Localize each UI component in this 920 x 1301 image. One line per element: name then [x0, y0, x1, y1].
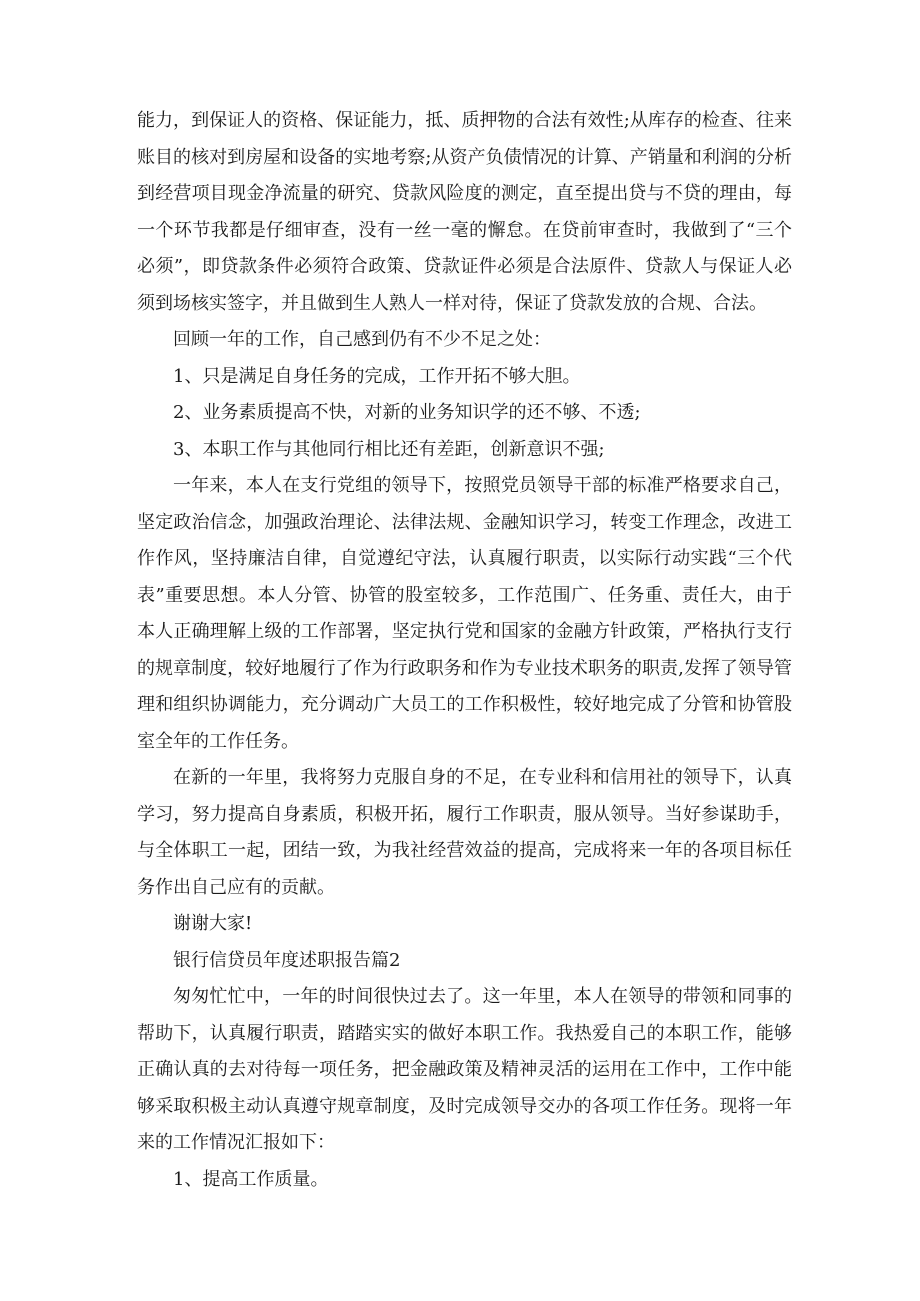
paragraph-new-year-plan: 在新的一年里，我将努力克服自身的不足，在专业科和信用社的领导下，认真学习，努力提高自身素质，积极开拓，履行工作职责，服从领导。当好参谋助手，与全体职工一起，团结一致，为我社经营效益的提高，完成将来一年的各项目标任务作出自己应有的贡献。: [137, 767, 792, 898]
paragraph-review-process: 能力，到保证人的资格、保证能力，抵、质押物的合法有效性;从库存的检查、往来账目的核对到房屋和设备的实地考察;从资产负债情况的计算、产销量和利润的分析到经营项目现金净流量的研究、贷款风险度的测定，直至提出贷与不贷的理由，每一个环节我都是仔细审查，没有一丝一毫的懈怠。在贷前审查时，我做到了“三个必须”，即贷款条件必须符合政策、贷款证件必须是合法原件、贷款人与保证人必须到场核实签字，并且做到生人熟人一样对待，保证了贷款发放的合规、合法。: [137, 110, 792, 314]
paragraph-shortcoming-3: 3、本职工作与其他同行相比还有差距，创新意识不强;: [173, 438, 605, 460]
document-body: [137, 103, 792, 1198]
paragraph-thanks: 谢谢大家!: [173, 913, 253, 934]
paragraph-year-summary: 一年来，本人在支行党组的领导下，按照党员领导干部的标准严格要求自己，坚定政治信念，加强政治理论、法律法规、金融知识学习，转变工作理念，改进工作作风，坚持廉洁自律，自觉遵纪守法，认真履行职责，以实际行动实践“三个代表”重要思想。本人分管、协管的股室较多，工作范围广、任务重、责任大，由于本人正确理解上级的工作部署，坚定执行党和国家的金融方针政策，严格执行支行的规章制度，较好地履行了作为行政职务和作为专业技术职务的职责,发挥了领导管理和组织协调能力，充分调动广大员工的工作积极性，较好地完成了分管和协管股室全年的工作任务。: [137, 475, 792, 752]
paragraph-report-2-intro: 匆匆忙忙中，一年的时间很快过去了。这一年里，本人在领导的带领和同事的帮助下，认真履行职责，踏踏实实的做好本职工作。我热爱自己的本职工作，能够正确认真的去对待每一项任务，把金融政策及精神灵活的运用在工作中，工作中能够采取积极主动认真遵守规章制度，及时完成领导交办的各项工作任务。现将一年来的工作情况汇报如下：: [137, 986, 792, 1153]
paragraph-point-1: 1、提高工作质量。: [173, 1168, 329, 1190]
paragraph-shortcoming-2: 2、业务素质提高不快，对新的业务知识学的还不够、不透;: [173, 402, 641, 423]
paragraph-shortcomings-intro: 回顾一年的工作，自己感到仍有不少不足之处：: [173, 329, 551, 350]
paragraph-shortcoming-1: 1、只是满足自身任务的完成，工作开拓不够大胆。: [173, 365, 581, 387]
section-heading-report-2: 银行信贷员年度述职报告篇2: [173, 949, 401, 971]
